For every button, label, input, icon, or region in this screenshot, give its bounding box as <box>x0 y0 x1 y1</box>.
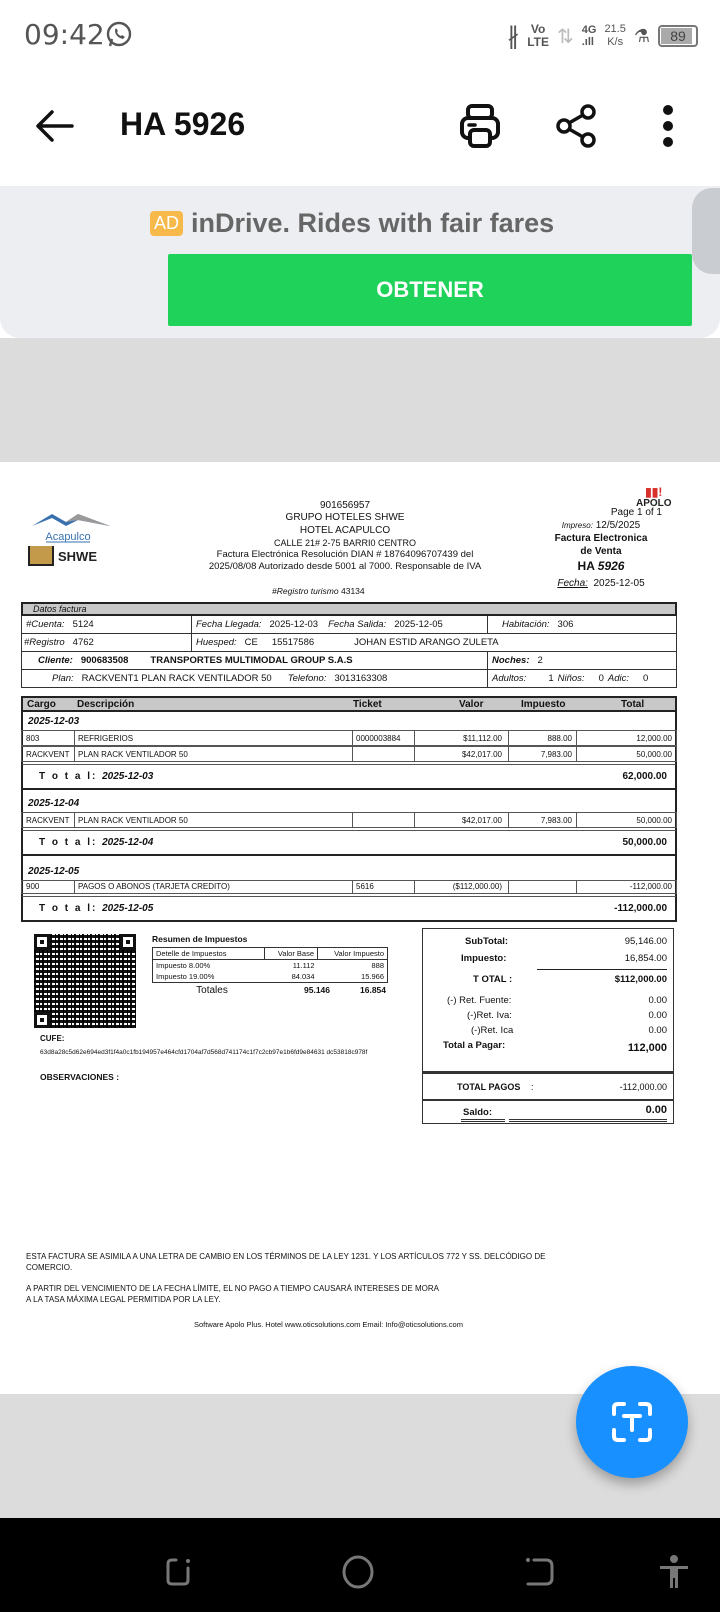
logo-hotel-name: Acapulco <box>45 531 91 543</box>
ninos-value: 0 <box>598 673 604 684</box>
huesped-cell <box>192 634 676 651</box>
registro-cell <box>22 634 192 651</box>
resolution-line-1: Factura Electrónica Resolución DIAN # 18764096707439 del <box>216 549 474 561</box>
col-ticket: Ticket <box>353 699 382 710</box>
invoice-page <box>0 462 720 1394</box>
totales-label: Totales <box>196 985 228 996</box>
group-total-row <box>21 896 677 922</box>
cliente-id: 900683508 <box>80 655 129 666</box>
adic-value: 0 <box>642 673 649 684</box>
group-total-label <box>39 771 153 782</box>
habitacion-value: 306 <box>557 619 574 630</box>
impreso <box>536 519 666 532</box>
viewer-background <box>0 338 720 462</box>
legal-text <box>26 1252 586 1316</box>
legal-2a: A PARTIR DEL VENCIMIENTO DE LA FECHA LÍMITE, EL NO PAGO A TIEMPO CAUSARÁ INTERESES DE MORA <box>26 1284 439 1293</box>
saldo-underline <box>461 1119 505 1122</box>
ret-fuente-row <box>423 992 673 1007</box>
total-cell: 50,000.00 <box>636 750 672 759</box>
total-date: 2025-12-05 <box>102 903 154 914</box>
pagos-colon: : <box>531 1082 534 1092</box>
fechas-cell <box>192 616 488 633</box>
ret-ica-row <box>423 1022 673 1037</box>
cliente-cell <box>22 652 488 669</box>
table-row <box>21 730 677 746</box>
total-cell: 50,000.00 <box>636 816 672 825</box>
valor-cell: $42,017.00 <box>461 816 502 825</box>
group-total-amount: 62,000.00 <box>622 771 667 782</box>
ad-text: inDrive. Rides with fair fares <box>191 208 555 238</box>
items-header <box>21 696 677 712</box>
back-arrow-icon[interactable] <box>32 106 76 146</box>
signal-icon: 4G .ıll <box>581 24 597 48</box>
telefono-label: Telefono: <box>287 673 327 684</box>
registro-turismo <box>272 586 365 596</box>
table-row <box>21 812 677 828</box>
desc-cell: REFRIGERIOS <box>78 734 134 743</box>
status-bar <box>0 0 720 72</box>
logo-group-name: SHWE <box>58 548 97 564</box>
col-descripcion: Descripción <box>77 699 135 710</box>
tax-name: Impuesto 8.00% <box>156 961 211 970</box>
tax-totals <box>152 985 388 996</box>
noches-label: Noches: <box>492 655 530 666</box>
total-pagos-row <box>422 1072 674 1100</box>
page-indicator: Page 1 of 1 <box>610 507 662 518</box>
group-total-amount: 50,000.00 <box>622 837 667 848</box>
tax-col-value: Valor Impuesto <box>318 948 388 960</box>
registro-label: #Registro <box>24 637 65 648</box>
cargo-cell: 803 <box>26 734 40 743</box>
volte-indicator <box>527 23 549 49</box>
cufe-block <box>40 1034 380 1057</box>
share-icon[interactable] <box>554 102 598 150</box>
system-nav-bar <box>0 1518 720 1612</box>
network-type: 4G <box>581 24 597 36</box>
totals-divider <box>537 969 667 970</box>
total-date: 2025-12-04 <box>102 837 154 848</box>
cliente-label: Cliente: <box>38 655 73 666</box>
tax-summary-title: Resumen de Impuestos <box>152 934 248 944</box>
noches-value: 2 <box>537 655 543 666</box>
llegada-label: Fecha Llegada: <box>196 619 262 630</box>
invoice-prefix: HA <box>577 559 595 573</box>
huesped-id: 15517586 <box>271 637 315 648</box>
total-cell: -112,000.00 <box>629 882 672 891</box>
fecha-label: Fecha: <box>557 578 588 589</box>
total-label: T o t a l: <box>39 771 98 782</box>
tax-row <box>153 971 388 983</box>
registro-value: 4762 <box>72 637 94 648</box>
volte-bottom: LTE <box>527 35 549 49</box>
registro-label: #Registro turismo <box>272 586 339 596</box>
cuenta-label: #Cuenta: <box>26 619 65 630</box>
group-total-row <box>21 764 677 790</box>
table-row <box>21 746 677 762</box>
total-label: T OTAL : <box>473 974 513 985</box>
total-label: T o t a l: <box>39 837 98 848</box>
ret-iva-label: (-)Ret. Iva: <box>467 1010 512 1021</box>
huesped-label: Huesped: <box>196 637 237 648</box>
ticket-cell: 5616 <box>356 882 374 891</box>
group-total-label <box>39 903 153 914</box>
invoice-number-value: 5926 <box>597 559 625 573</box>
desc-cell: PAGOS O ABONOS (TARJETA CREDITO) <box>78 882 230 891</box>
company-name: GRUPO HOTELES SHWE <box>285 512 405 524</box>
speed-unit: K/s <box>607 36 624 48</box>
group-date: 2025-12-03 <box>28 716 80 727</box>
datos-factura-header: Datos factura <box>21 602 677 616</box>
invoice-meta <box>536 506 666 590</box>
bluetooth-icon: ∦ <box>507 22 520 50</box>
ret-iva-value: 0.00 <box>648 1010 667 1021</box>
subtotal-row <box>423 933 673 950</box>
app-bar <box>0 72 720 180</box>
registro-value: 43134 <box>340 586 365 596</box>
col-cargo: Cargo <box>27 699 56 710</box>
cufe-value: 63d8a28c5d62e694ed3f1f4a0c1fb194957e464cfd1704af7d568d741174c1f7c2cb97e1b6fd9e84631 dc53818c978f <box>40 1049 368 1056</box>
tax-value: 888 <box>371 961 384 970</box>
impreso-label: Impreso: <box>561 521 593 530</box>
tax-base: 84.034 <box>291 972 315 981</box>
datos-row-4 <box>21 670 677 688</box>
col-valor: Valor <box>459 699 484 710</box>
recents-icon[interactable] <box>162 1554 198 1590</box>
doc-type-1: Factura Electronica <box>554 533 648 544</box>
valor-cell: $42,017.00 <box>461 750 502 759</box>
huesped-name: JOHAN ESTID ARANGO ZULETA <box>354 637 499 648</box>
impuesto-value: 16,854.00 <box>624 953 667 964</box>
accessibility-icon[interactable] <box>656 1554 692 1590</box>
tax-name: Impuesto 19.00% <box>156 972 215 981</box>
software-footer: Software Apolo Plus. Hotel www.oticsolutions.com Email: Info@oticsolutions.com <box>194 1320 463 1329</box>
speed-value: 21.5 <box>604 23 626 35</box>
home-icon[interactable] <box>340 1554 376 1590</box>
total-row <box>423 971 673 988</box>
habitacion-cell <box>488 616 676 633</box>
apolo-mark-icon: ▮▮! <box>645 485 663 499</box>
noches-cell <box>488 652 676 669</box>
datos-row-3 <box>21 652 677 670</box>
totales-base: 95.146 <box>304 985 330 995</box>
ad-title <box>150 208 554 239</box>
tax-summary <box>152 934 388 996</box>
observaciones-label: OBSERVACIONES : <box>40 1072 120 1082</box>
qr-code <box>34 934 136 1028</box>
net-speed <box>604 23 625 49</box>
datos-row-1 <box>21 616 677 634</box>
battery-icon <box>658 25 698 47</box>
tax-col-base: Valor Base <box>265 948 318 960</box>
more-options-icon[interactable] <box>656 102 680 150</box>
legal-2b: A LA TASA MÁXIMA LEGAL PERMITIDA POR LA LEY. <box>26 1294 221 1304</box>
apolo-text: APOLO <box>636 498 672 509</box>
cargo-cell: RACKVENT <box>26 816 70 825</box>
ret-fuente-label: (-) Ret. Fuente: <box>447 995 512 1006</box>
text-scan-icon <box>608 1398 656 1446</box>
cargo-cell: 900 <box>26 882 40 891</box>
total-cell: 12,000.00 <box>636 734 672 743</box>
status-time: 09:42 <box>24 18 105 51</box>
impuesto-label: Impuesto: <box>461 953 507 964</box>
group-date: 2025-12-05 <box>28 866 80 877</box>
tax-summary-table <box>152 947 388 983</box>
scroll-handle[interactable] <box>692 188 720 274</box>
totals-box <box>422 928 674 1072</box>
invoice-number <box>536 560 666 573</box>
tax-base: 11.112 <box>292 961 315 970</box>
cuenta-value: 5124 <box>72 619 94 630</box>
tax-value: 15.966 <box>361 972 384 981</box>
doc-type-2: de Venta <box>580 546 622 557</box>
ninos-label: Niños: <box>557 673 585 684</box>
salida-value: 2025-12-05 <box>394 619 443 630</box>
col-impuesto: Impuesto <box>521 699 566 710</box>
datos-row-2 <box>21 634 677 652</box>
pagos-value: -112,000.00 <box>619 1082 667 1092</box>
whatsapp-icon <box>104 20 134 50</box>
huesped-doc: CE <box>244 637 258 648</box>
acapulco-logo <box>30 508 112 546</box>
saldo-underline <box>509 1119 667 1122</box>
llegada-value: 2025-12-03 <box>269 619 319 630</box>
text-scan-button[interactable] <box>576 1366 688 1478</box>
tax-summary-header <box>153 948 388 960</box>
company-nit: 901656957 <box>319 500 371 511</box>
plan-cell <box>22 670 488 687</box>
table-row <box>21 880 677 894</box>
shwe-logo-mark <box>28 546 54 566</box>
totales-tax: 16.854 <box>360 985 386 995</box>
adultos-value: 1 <box>548 673 554 684</box>
desc-cell: PLAN RACK VENTILADOR 50 <box>78 816 188 825</box>
ad-banner <box>0 186 720 338</box>
resolution-line-2: 2025/08/08 Autorizado desde 5001 al 7000. Responsable de IVA <box>208 561 482 573</box>
ret-ica-label: (-)Ret. Ica <box>471 1025 514 1036</box>
group-date: 2025-12-04 <box>28 798 80 809</box>
status-icons <box>507 18 698 54</box>
desc-cell: PLAN RACK VENTILADOR 50 <box>78 750 188 759</box>
pagar-value: 112,000 <box>627 1042 667 1054</box>
telefono-value: 3013163308 <box>334 673 388 684</box>
ret-iva-row <box>423 1007 673 1022</box>
cufe-label: CUFE: <box>40 1034 65 1043</box>
subtotal-label: SubTotal: <box>465 936 509 947</box>
adic-label: Adic: <box>607 673 629 684</box>
data-activity-icon: ⇅ <box>556 25 574 48</box>
habitacion-label: Habitación: <box>502 619 550 630</box>
total-date: 2025-12-03 <box>102 771 154 782</box>
saldo-row <box>422 1100 674 1124</box>
ret-fuente-value: 0.00 <box>648 995 667 1006</box>
flask-icon: ⚗ <box>633 25 650 46</box>
group-total-row <box>21 830 677 856</box>
back-icon[interactable] <box>522 1554 558 1590</box>
cliente-name: TRANSPORTES MULTIMODAL GROUP S.A.S <box>150 655 353 666</box>
company-address: CALLE 21# 2-75 BARRI0 CENTRO <box>273 537 417 548</box>
legal-paragraph-1: ESTA FACTURA SE ASIMILA A UNA LETRA DE CAMBIO EN LOS TÉRMINOS DE LA LEY 1231. Y LOS ARTÍCULOS 772 Y SS. DELCÓDIGO DE COMERCIO. <box>26 1252 546 1272</box>
shwe-logo <box>28 546 97 566</box>
valor-cell: ($112,000.00) <box>452 882 502 891</box>
pagar-label: Total a Pagar: <box>443 1040 506 1051</box>
plan-label: Plan: <box>52 673 74 684</box>
group-total-label <box>39 837 153 848</box>
cuenta-cell <box>22 616 192 633</box>
impreso-value: 12/5/2025 <box>595 520 641 531</box>
print-icon[interactable] <box>458 102 502 150</box>
invoice-date <box>536 577 666 590</box>
adultos-label: Adultos: <box>492 673 527 684</box>
ticket-cell: 0000003884 <box>356 734 401 743</box>
hotel-name: HOTEL ACAPULCO <box>299 524 391 536</box>
impuesto-cell: 7,983.00 <box>540 816 572 825</box>
col-total: Total <box>621 699 645 710</box>
valor-cell: $11,112.00 <box>463 734 502 743</box>
obtener-button[interactable]: OBTENER <box>168 254 692 326</box>
tax-col-detail: Detelle de Impuestos <box>153 948 265 960</box>
tax-row <box>153 960 388 972</box>
group-total-amount: -112,000.00 <box>614 903 667 914</box>
impuesto-row <box>423 950 673 967</box>
legal-paragraph-2 <box>26 1284 586 1305</box>
battery-level: 89 <box>670 28 686 44</box>
salida-label: Fecha Salida: <box>328 619 387 630</box>
subtotal-value: 95,146.00 <box>624 936 667 947</box>
ret-ica-value: 0.00 <box>648 1025 667 1036</box>
impuesto-cell: 7,983.00 <box>540 750 572 759</box>
fecha-value: 2025-12-05 <box>593 578 645 589</box>
pagos-label: TOTAL PAGOS <box>457 1082 521 1092</box>
page-title: HA 5926 <box>120 106 246 142</box>
ocupacion-cell <box>488 670 676 687</box>
volte-top: Vo <box>530 22 546 36</box>
plan-value: RACKVENT1 PLAN RACK VENTILADOR 50 <box>81 673 272 684</box>
total-label: T o t a l: <box>39 903 98 914</box>
saldo-label: Saldo: <box>463 1107 493 1118</box>
pagar-row <box>423 1037 673 1054</box>
cargo-cell: RACKVENT <box>26 750 70 759</box>
ad-badge: AD <box>150 211 183 236</box>
total-value: $112,000.00 <box>614 974 667 985</box>
impuesto-cell: 888.00 <box>547 734 572 743</box>
saldo-value: 0.00 <box>645 1104 667 1116</box>
company-header <box>180 500 510 574</box>
